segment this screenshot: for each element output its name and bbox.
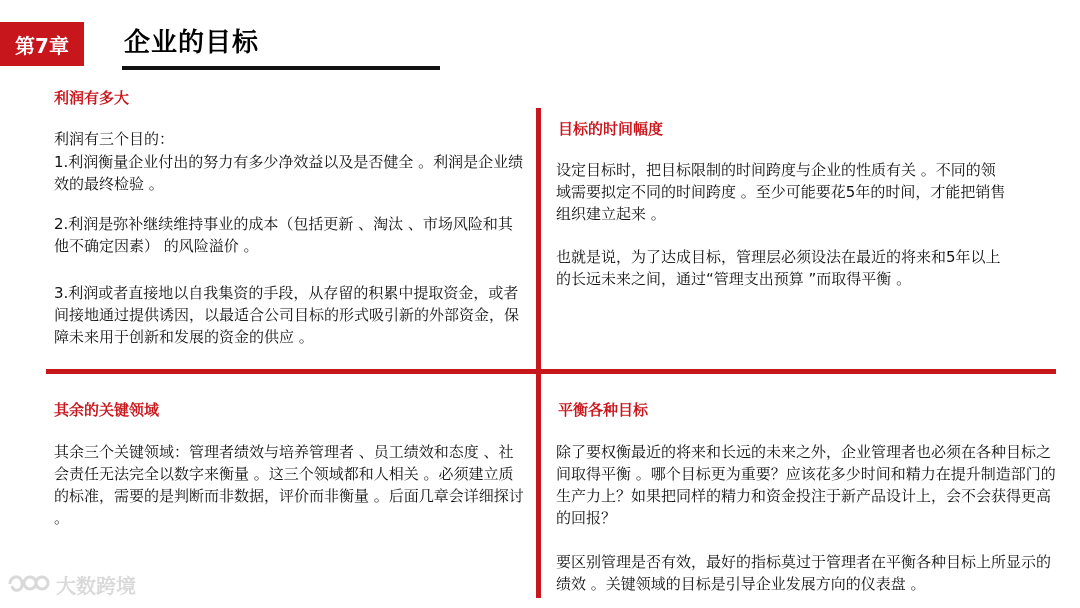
brand-logo-icon [6,570,50,598]
watermark-text: 大数跨境 [56,573,136,598]
horizontal-divider [46,369,1056,374]
time-span-paragraph-1: 设定目标时，把目标限制的时间跨度与企业的性质有关 。不同的领域需要拟定不同的时间跨度 。至少可能要花5年的时间，才能把销售组织建立起来 。 [556,161,1006,223]
other-key-areas-paragraph: 其余三个关键领域：管理者绩效与培养管理者 、员工绩效和态度 、社会责任无法完全以数字来衡量 。这三个领域都和人相关 。必须建立质的标准，需要的是判断而非数据，评价而非衡量 。后面几章会详细探讨 。 [54,443,524,527]
heading-balance-goals: 平衡各种目标 [558,401,649,419]
heading-other-key-areas: 其余的关键领域 [54,401,160,419]
watermark [6,568,136,600]
profit-point-3: 3.利润或者直接地以自我集资的手段，从存留的积累中提取资金，或者间接地通过提供诱因，以最适合公司目标的形式吸引新的外部资金，保障未来用于创新和发展的资金的供应 。 [54,284,520,346]
heading-profit: 利润有多大 [54,89,130,107]
vertical-divider [536,108,541,598]
profit-intro: 利润有三个目的： [54,130,175,148]
page-title: 企业的目标 [124,28,260,58]
balance-goals-paragraph-1: 除了要权衡最近的将来和长远的未来之外，企业管理者也必须在各种目标之间取得平衡 。哪个目标更为重要？应该花多少时间和精力在提升制造部门的生产力上？如果把同样的精力和资金投注于新产品设计上，会不会获得更高的回报？ [556,443,1056,527]
profit-point-1: 1.利润衡量企业付出的努力有多少净效益以及是否健全 。利润是企业绩效的最终检验 。 [54,153,524,193]
heading-time-span: 目标的时间幅度 [558,120,664,138]
time-span-paragraph-2: 也就是说，为了达成目标，管理层必须设法在最近的将来和5年以上的长远未来之间，通过“管理支出预算 ”而取得平衡 。 [556,248,1001,288]
title-underline [122,66,440,70]
balance-goals-paragraph-2: 要区别管理是否有效，最好的指标莫过于管理者在平衡各种目标上所显示的绩效 。关键领域的目标是引导企业发展方向的仪表盘 。 [556,553,1052,593]
chapter-badge: 第7章 [0,22,84,66]
profit-point-2: 2.利润是弥补继续维持事业的成本（包括更新 、淘汰 、市场风险和其他不确定因素） 的风险溢价 。 [54,215,513,255]
